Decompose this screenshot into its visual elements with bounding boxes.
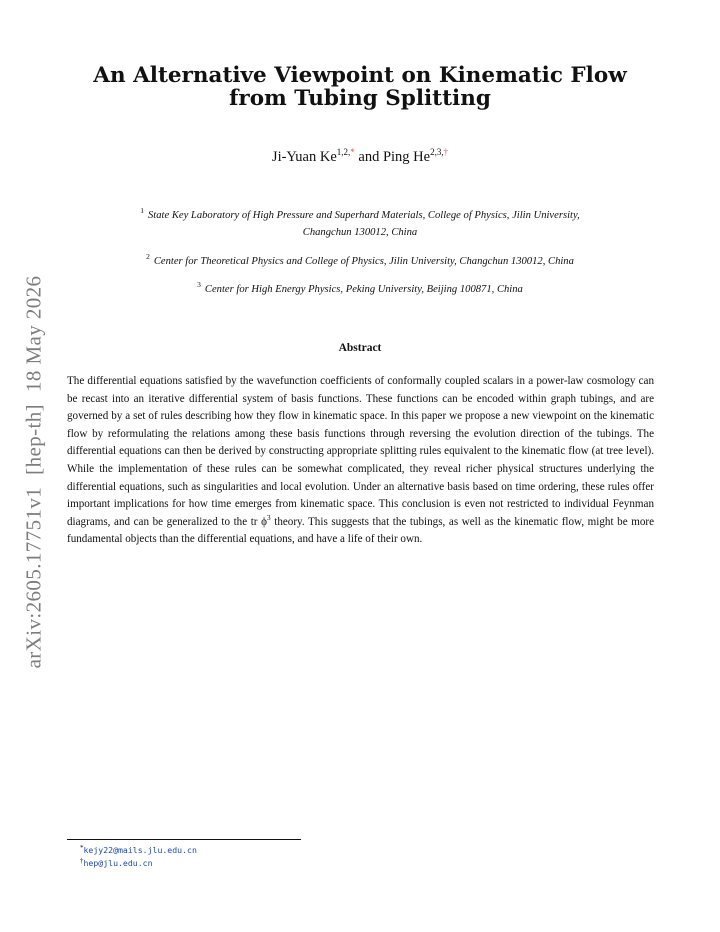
footnote-1-mark: * [80,844,84,852]
affiliation-2 [66,253,654,270]
abstract-superscript: 3 [266,512,271,522]
footnote-1-email-link[interactable]: kejy22@mails.jlu.edu.cn [83,845,197,855]
abstract-heading: Abstract [338,342,382,354]
arxiv-date: 18 May 2026 [21,275,46,392]
author-2-footnote-mark[interactable]: † [443,147,449,157]
arxiv-identifier-stamp [22,264,47,669]
author-2-affiliations: 2,3,† [430,147,449,157]
author-name-2: Ping He [382,149,431,165]
paper-title [60,64,660,110]
footnote-1 [80,844,197,857]
title-line-1: An Alternative Viewpoint on Kinematic Flow [93,63,627,88]
affiliation-3 [66,281,654,298]
footnotes [80,844,197,869]
affiliation-1 [66,207,654,241]
author-connector: and [358,149,380,165]
author-1-footnote-mark[interactable]: * [350,147,355,157]
affiliation-1-number: 1 [140,206,144,215]
footnote-2 [80,857,197,870]
affiliation-3-number: 3 [197,280,201,289]
footnote-2-email-link[interactable]: hep@jlu.edu.cn [83,857,153,868]
author-1-affiliations: 1,2,* [336,147,355,157]
title-line-2: from Tubing Splitting [229,86,491,111]
author-line [60,149,660,166]
affiliation-2-number: 2 [146,252,150,261]
arxiv-id: arXiv:2605.17751v1 [21,486,46,669]
affiliation-2-text: Center for Theoretical Physics and College of Physics, Jilin University, Changchun 130012, China [153,256,574,267]
author-name-1: Ji-Yuan Ke [271,149,337,165]
affiliation-3-text: Center for High Energy Physics, Peking University, Beijing 100871, China [204,284,523,295]
footnote-rule [67,839,301,840]
abstract-text: The differential equations satisfied by the wavefunction coefficients of conformally coupled scalars in a power-law cosmology can be recast into an iterative differential system of basis functions. These functions can be encoded within graph tubings, and are governed by a set of rules describing how they flow in kinematic space. In this paper we propose a new viewpoint on the kinematic flow by reformulating the relations among these basis functions through reversing the evolution direction of the tubings. The differential equations can then be derived by constructing appropriate splitting rules equivalent to the kinematic flow (at tree level). While the implementation of these rules can be somewhat complicated, they reveal richer physical structures underlying the differential equations, such as singularities and local evolution. Under an alternative basis based on time ordering, these rules offer important implications for how time emerges from kinematic space. This conclusion is even not restricted to individual Feynman diagrams, and can be generalized to the tr $\phi^3$ theory. This suggests that the tubings, as well as the kinematic flow, might be more fundamental objects than the differential equations, and have a life of their own. [67,375,654,546]
affiliation-1-line-1: State Key Laboratory of High Pressure and Superhard Materials, College of Physics, Jilin University, [147,210,580,221]
footnote-2-mark: † [80,856,84,865]
arxiv-category: [hep-th] [21,403,46,475]
affiliation-1-line-2: Changchun 130012, China [302,227,418,238]
